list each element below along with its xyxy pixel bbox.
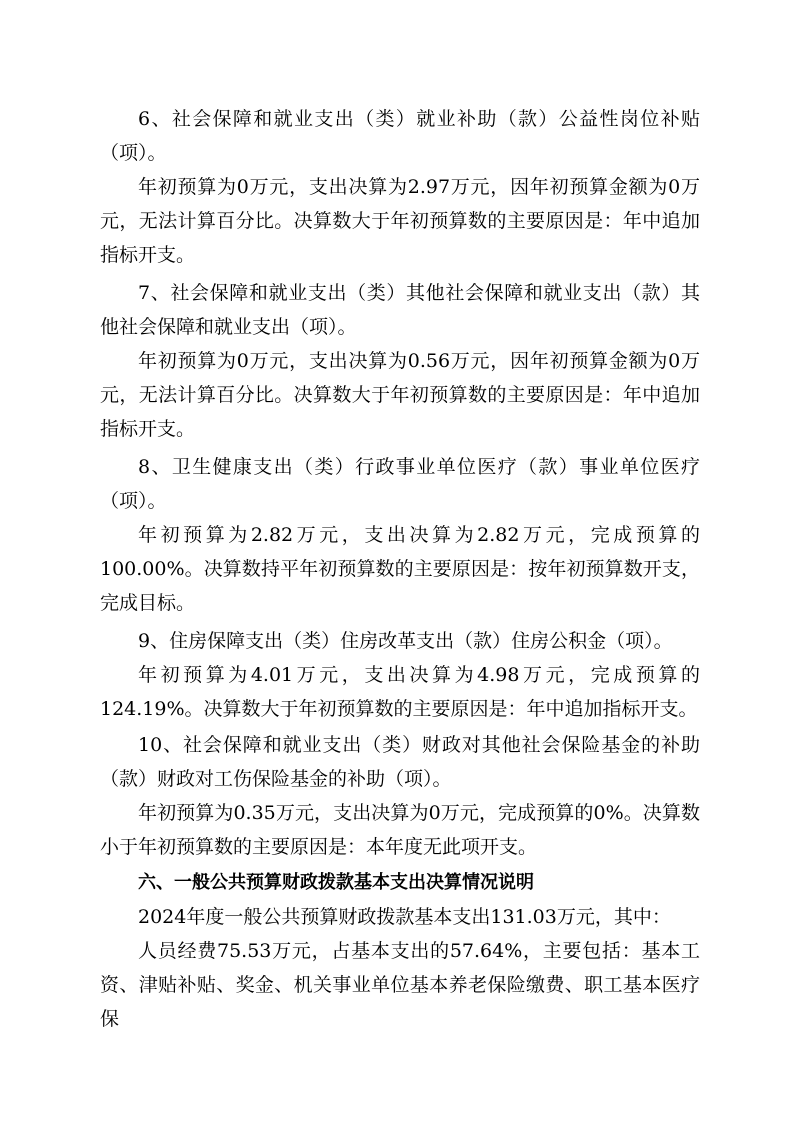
- item-10-title: 10、社会保障和就业支出（类）财政对其他社会保险基金的补助（款）财政对工伤保险基金的补助（项）。: [100, 734, 700, 790]
- section-heading: 六、一般公共预算财政拨款基本支出决算情况说明: [138, 872, 534, 893]
- item-7-body: 年初预算为0万元，支出决算为0.56万元，因年初预算金额为0万元，无法计算百分比。决算数大于年初预算数的主要原因是：年中追加指标开支。: [100, 350, 700, 440]
- item-8-body: 年初预算为2.82万元，支出决算为2.82万元，完成预算的100.00%。决算数持平年初预算数的主要原因是：按年初预算数开支，完成目标。: [100, 524, 700, 614]
- item-6-title: 6、社会保障和就业支出（类）就业补助（款）公益性岗位补贴（项）。: [100, 108, 700, 164]
- section-intro: 2024年度一般公共预算财政拨款基本支出131.03万元，其中：: [138, 906, 671, 928]
- item-10-body: 年初预算为0.35万元，支出决算为0万元，完成预算的0%。决算数小于年初预算数的主要原因是：本年度无此项开支。: [100, 802, 700, 858]
- personnel-expense-paragraph: 人员经费75.53万元，占基本支出的57.64%，主要包括：基本工资、津贴补贴、奖金、机关事业单位基本养老保险缴费、职工基本医疗保: [100, 940, 700, 1030]
- item-6-body: 年初预算为0万元，支出决算为2.97万元，因年初预算金额为0万元，无法计算百分比。决算数大于年初预算数的主要原因是：年中追加指标开支。: [100, 176, 700, 266]
- item-9-title: 9、住房保障支出（类）住房改革支出（款）住房公积金（项）。: [138, 630, 673, 652]
- item-8-title: 8、卫生健康支出（类）行政事业单位医疗（款）事业单位医疗（项）。: [100, 456, 700, 512]
- item-7-title: 7、社会保障和就业支出（类）其他社会保障和就业支出（款）其他社会保障和就业支出（项）。: [100, 282, 700, 338]
- item-9-body: 年初预算为4.01万元，支出决算为4.98万元，完成预算的124.19%。决算数大于年初预算数的主要原因是：年中追加指标开支。: [100, 664, 700, 720]
